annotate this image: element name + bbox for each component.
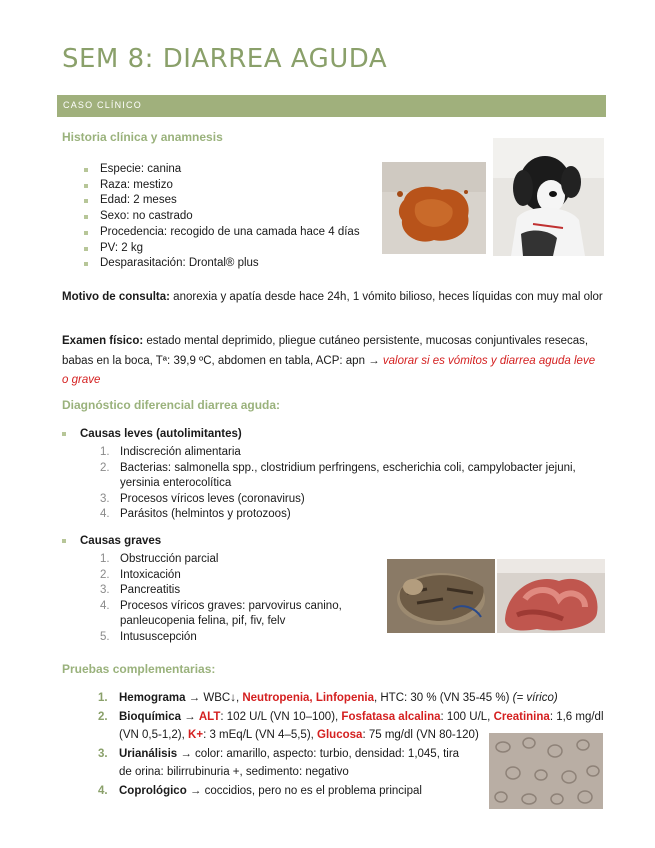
bioquimica-label: Bioquímica bbox=[119, 711, 181, 723]
item-text: Indiscreción alimentaria bbox=[120, 446, 241, 458]
hemograma-label: Hemograma bbox=[119, 692, 186, 704]
alt-label: ALT bbox=[198, 711, 221, 723]
list-item: Edad: 2 meses bbox=[62, 193, 382, 209]
hemograma-rest: , HTC: 30 % (VN 35-45 %) bbox=[373, 692, 513, 704]
item-number: 2. bbox=[100, 568, 110, 581]
list-item bbox=[100, 568, 355, 584]
urianalisis-label: Urianálisis bbox=[119, 748, 178, 760]
page-title: SEM 8: DIARREA AGUDA bbox=[62, 44, 388, 74]
causas-graves-label: Causas graves bbox=[80, 535, 162, 547]
k-label: K+ bbox=[188, 729, 204, 741]
list-item bbox=[98, 745, 469, 781]
list-item: PV: 2 kg bbox=[62, 241, 382, 257]
history-list bbox=[62, 162, 382, 272]
list-item bbox=[100, 583, 355, 599]
examen-highlight: valorar si es vómitos y diarrea aguda leve o grave bbox=[62, 354, 596, 386]
causas-graves-list bbox=[100, 552, 355, 646]
urianalisis-text: → color: amarillo, aspecto: turbio, densidad: 1,045, tira de orina: bilirrubinuria +, sedimento: negativo bbox=[119, 748, 460, 778]
motivo-consulta bbox=[62, 288, 604, 306]
fa-label: Fosfatasa alcalina bbox=[341, 711, 441, 723]
section-band bbox=[57, 95, 606, 117]
causas-leves-list bbox=[100, 445, 605, 523]
alt-value: : 102 U/L (VN 10–100), bbox=[220, 711, 342, 723]
tests-heading: Pruebas complementarias: bbox=[62, 662, 216, 676]
item-number: 4. bbox=[98, 785, 108, 797]
bioquimica-arrow: → bbox=[180, 711, 199, 723]
crea-label: Creatinina bbox=[493, 711, 550, 723]
bullet-icon bbox=[62, 432, 66, 436]
list-item bbox=[98, 689, 618, 707]
item-number: 4. bbox=[100, 599, 110, 612]
history-heading: Historia clínica y anamnesis bbox=[62, 130, 223, 144]
vomit-photo bbox=[382, 162, 486, 254]
coprologico-text: → coccidios, pero no es el problema principal bbox=[186, 785, 422, 797]
examen-text: estado mental deprimido, pliegue cutáneo persistente, mucosas conjuntivales resecas, babas en la boca, Tª: 39,9 ºC, abdomen en tabla, ACP: apn → bbox=[62, 335, 589, 367]
item-text: Intususcepción bbox=[120, 630, 197, 643]
item-text: Bacterias: salmonella spp., clostridium perfringens, escherichia coli, campylobacter jejuni, yersinia enterocolítica bbox=[120, 461, 576, 490]
glu-value: : 75 mg/dl (VN 80-120) bbox=[362, 729, 479, 741]
list-item bbox=[100, 461, 605, 492]
hemograma-arrow: → WBC↓, bbox=[185, 692, 243, 704]
list-item bbox=[100, 599, 355, 630]
puppy-photo bbox=[493, 138, 604, 256]
fa-value: : 100 U/L, bbox=[440, 711, 494, 723]
examen-label: Examen físico: bbox=[62, 335, 144, 347]
item-number: 5. bbox=[100, 630, 110, 643]
item-text: Obstrucción parcial bbox=[120, 553, 219, 565]
hemograma-note: (= vírico) bbox=[512, 692, 558, 704]
glu-label: Glucosa bbox=[317, 729, 363, 741]
differential-heading: Diagnóstico diferencial diarrea aguda: bbox=[62, 398, 281, 412]
item-number: 4. bbox=[100, 508, 110, 521]
item-number: 3. bbox=[98, 748, 108, 760]
item-text: Parásitos (helmintos y protozoos) bbox=[120, 508, 291, 521]
motivo-label: Motivo de consulta: bbox=[62, 291, 170, 303]
item-number: 3. bbox=[100, 584, 110, 597]
item-text: Intoxicación bbox=[120, 568, 181, 581]
bullet-icon bbox=[62, 539, 66, 543]
item-number: 1. bbox=[100, 553, 110, 565]
list-item: Sexo: no castrado bbox=[62, 209, 382, 225]
list-item bbox=[100, 630, 355, 646]
cat-photo bbox=[387, 559, 495, 633]
item-number: 3. bbox=[100, 492, 110, 505]
k-value: : 3 mEq/L (VN 4–5,5), bbox=[203, 729, 318, 741]
list-item bbox=[98, 782, 469, 800]
microscopy-photo bbox=[489, 733, 603, 809]
hemograma-red: Neutropenia, Linfopenia bbox=[242, 692, 374, 704]
item-number: 2. bbox=[100, 461, 110, 474]
intestine-photo bbox=[497, 559, 605, 633]
item-number: 1. bbox=[100, 446, 110, 458]
list-item: Especie: canina bbox=[62, 162, 382, 178]
causas-leves-title bbox=[62, 428, 242, 440]
item-number: 1. bbox=[98, 692, 108, 704]
crea-value: : 1,6 mg/dl (VN 0,5-1,2), bbox=[119, 711, 604, 741]
list-item: Raza: mestizo bbox=[62, 178, 382, 194]
list-item bbox=[100, 552, 355, 568]
item-text: Procesos víricos graves: parvovirus canino, panleucopenia felina, pif, fiv, felv bbox=[120, 599, 342, 628]
item-text: Procesos víricos leves (coronavirus) bbox=[120, 492, 305, 505]
motivo-text: anorexia y apatía desde hace 24h, 1 vómito bilioso, heces líquidas con muy mal olor bbox=[169, 291, 603, 303]
item-text: Pancreatitis bbox=[120, 584, 181, 597]
section-band-label: CASO CLÍNICO bbox=[63, 100, 142, 110]
causas-leves-label: Causas leves (autolimitantes) bbox=[80, 428, 242, 440]
list-item bbox=[100, 445, 605, 461]
list-item: Procedencia: recogido de una camada hace 4 días bbox=[62, 225, 382, 241]
list-item bbox=[100, 507, 605, 523]
examen-fisico bbox=[62, 332, 604, 391]
coprologico-label: Coprológico bbox=[119, 785, 187, 797]
causas-graves-title bbox=[62, 535, 161, 547]
list-item: Desparasitación: Drontal® plus bbox=[62, 256, 382, 272]
item-number: 2. bbox=[98, 711, 108, 723]
list-item bbox=[100, 492, 605, 508]
